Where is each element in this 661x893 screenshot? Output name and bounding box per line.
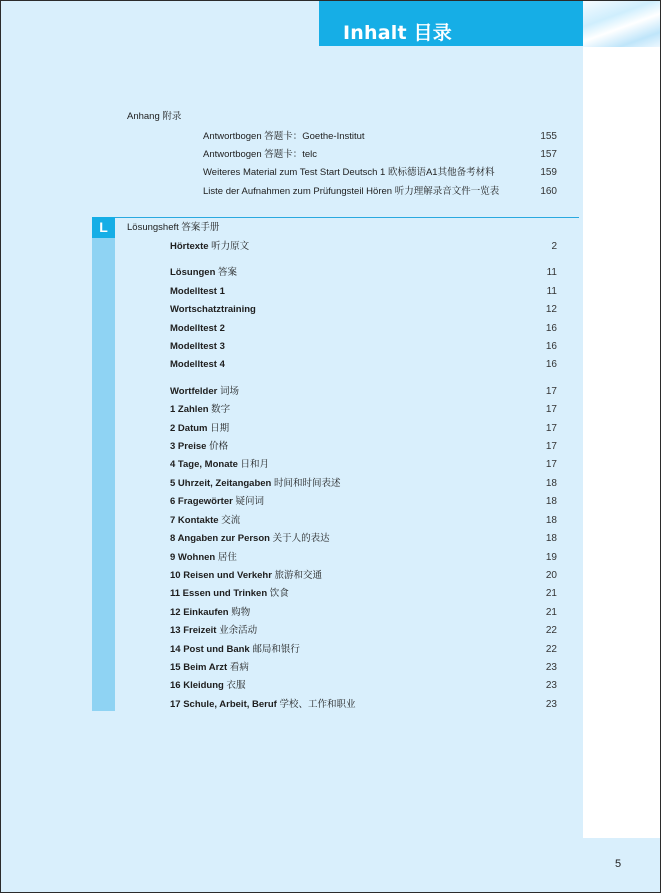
toc-entry-page: 17 <box>545 386 557 397</box>
toc-entry: 15 Beim Arzt 看病 <box>170 662 249 673</box>
toc-entry-page: 20 <box>545 570 557 581</box>
toc-entry: Modelltest 2 <box>170 323 225 334</box>
section-side-bar <box>92 217 115 711</box>
section-badge: L <box>92 217 115 238</box>
toc-entry-page: 155 <box>540 131 557 142</box>
toc-entry: 2 Datum 日期 <box>170 423 230 434</box>
toc-entry-page: 23 <box>545 699 557 710</box>
toc-entry: Wortschatztraining <box>170 304 256 315</box>
toc-entry-page: 17 <box>545 423 557 434</box>
toc-entry: 9 Wohnen 居住 <box>170 552 237 563</box>
toc-entry-label: Antwortbogen 答题卡：telc <box>203 149 318 160</box>
toc-entry-page: 21 <box>545 588 557 599</box>
toc-entry: 8 Angaben zur Person 关于人的表达 <box>170 533 330 544</box>
toc-entry: 14 Post und Bank 邮局和银行 <box>170 644 300 655</box>
toc-entry-page: 18 <box>545 478 557 489</box>
toc-entry: 7 Kontakte 交流 <box>170 515 241 526</box>
toc-entry: 11 Essen und Trinken 饮食 <box>170 588 289 599</box>
toc-entry-page: 12 <box>545 304 557 315</box>
toc-entry-page: 16 <box>545 323 557 334</box>
toc-entry-page: 19 <box>545 552 557 563</box>
toc-entry: Modelltest 4 <box>170 359 225 370</box>
page-number-box <box>583 838 660 892</box>
toc-entry: Modelltest 1 <box>170 286 225 297</box>
toc-entry: 4 Tage, Monate 日和月 <box>170 459 270 470</box>
toc-entry-page: 23 <box>545 680 557 691</box>
toc-entry-label: Weiteres Material zum Test Start Deutsch 1 欧标德语A1其他备考材料 <box>203 167 495 178</box>
appendix-heading: Anhang 附录 <box>127 111 182 122</box>
right-margin-strip <box>583 1 660 892</box>
page-title: Inhalt 目录 <box>343 22 452 44</box>
page-number: 5 <box>615 858 622 870</box>
toc-entry: Wortfelder 词场 <box>170 386 239 397</box>
toc-entry-page: 157 <box>540 149 557 160</box>
toc-entry-page: 21 <box>545 607 557 618</box>
toc-entry: 3 Preise 价格 <box>170 441 229 452</box>
toc-entry: Hörtexte 听力原文 <box>170 241 250 252</box>
toc-entry: 10 Reisen und Verkehr 旅游和交通 <box>170 570 323 581</box>
toc-entry: 12 Einkaufen 购物 <box>170 607 251 618</box>
toc-entry-page: 17 <box>545 459 557 470</box>
toc-entry: 13 Freizeit 业余活动 <box>170 625 258 636</box>
corner-decoration <box>583 1 660 47</box>
toc-entry-page: 16 <box>545 359 557 370</box>
toc-entry: 5 Uhrzeit, Zeitangaben 时间和时间表述 <box>170 478 341 489</box>
toc-entry-page: 18 <box>545 533 557 544</box>
toc-entry-page: 160 <box>540 186 557 197</box>
toc-entry: 6 Fragewörter 疑问词 <box>170 496 264 507</box>
toc-entry-page: 22 <box>545 625 557 636</box>
toc-entry: 16 Kleidung 衣服 <box>170 680 246 691</box>
toc-entry-page: 2 <box>551 241 557 252</box>
section-divider <box>115 217 579 218</box>
toc-entry-page: 11 <box>546 286 557 297</box>
toc-entry: Modelltest 3 <box>170 341 225 352</box>
toc-entry-page: 17 <box>545 441 557 452</box>
toc-entry-page: 11 <box>546 267 557 278</box>
toc-entry-page: 17 <box>545 404 557 415</box>
toc-entry-page: 16 <box>545 341 557 352</box>
toc-entry: 17 Schule, Arbeit, Beruf 学校、工作和职业 <box>170 699 356 710</box>
toc-entry: Lösungen 答案 <box>170 267 238 278</box>
toc-entry-page: 23 <box>545 662 557 673</box>
toc-entry-page: 18 <box>545 496 557 507</box>
toc-entry-page: 159 <box>540 167 557 178</box>
toc-entry: 1 Zahlen 数字 <box>170 404 231 415</box>
toc-entry-label: Antwortbogen 答题卡：Goethe-Institut <box>203 131 365 142</box>
toc-entry-label: Liste der Aufnahmen zum Prüfungsteil Hören 听力理解录音文件一览表 <box>203 186 500 197</box>
toc-entry-page: 18 <box>545 515 557 526</box>
solutions-heading: Lösungsheft 答案手册 <box>127 222 220 233</box>
toc-entry-page: 22 <box>545 644 557 655</box>
